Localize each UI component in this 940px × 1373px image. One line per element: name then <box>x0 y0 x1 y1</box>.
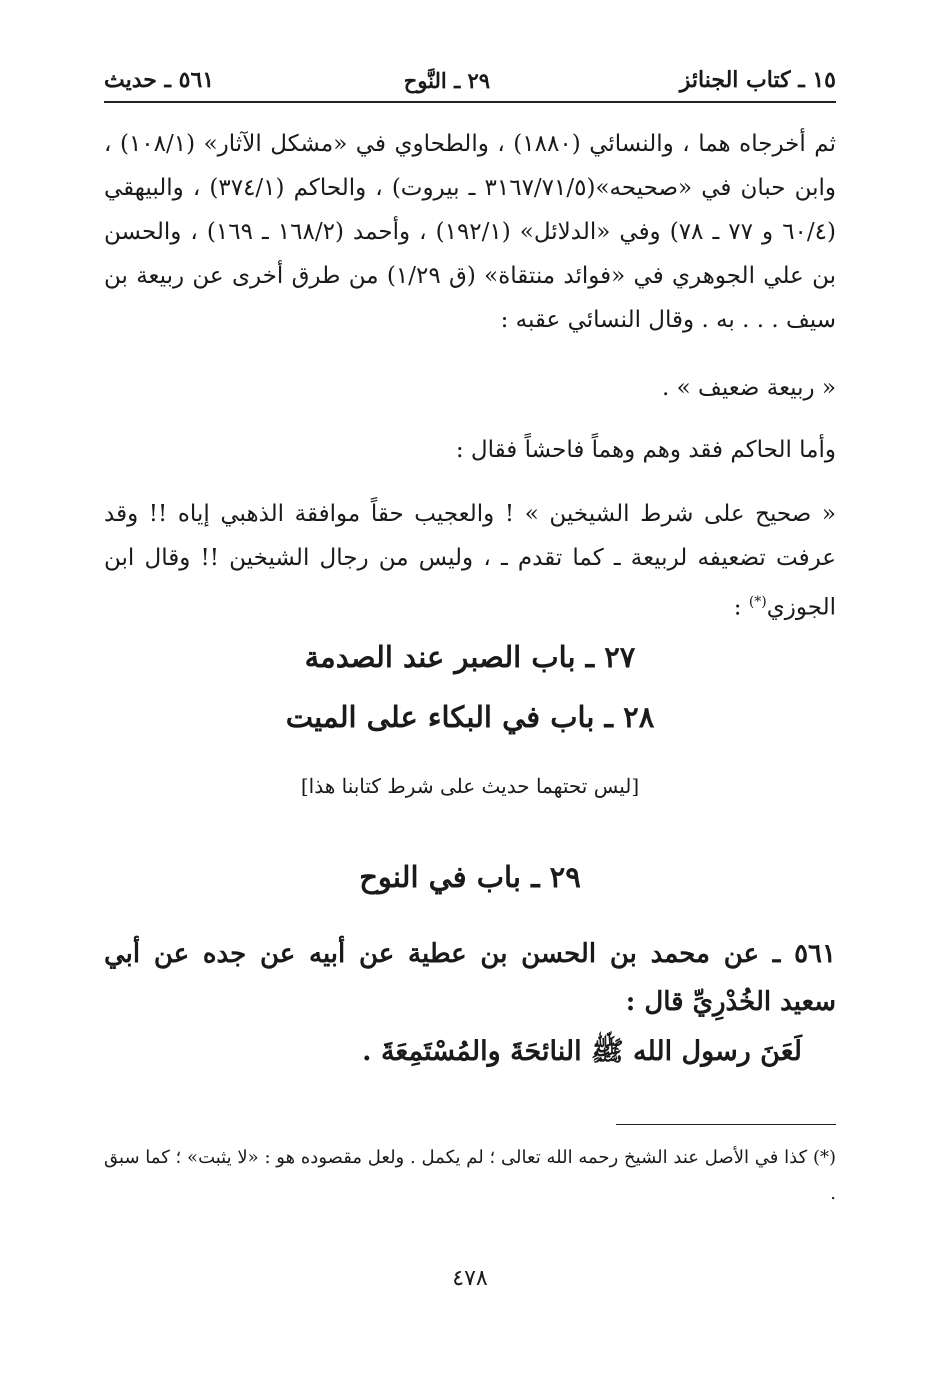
header-chapter-title: ٢٩ ـ النَّوح <box>403 67 491 93</box>
header-book-title: ١٥ ـ كتاب الجنائز <box>679 67 836 93</box>
paragraph-takhrij: ثم أخرجاه هما ، والنسائي (١٨٨٠) ، والطحاوي في «مشكل الآثار» (١٠٨/١) ، وابن حبان في «صحيحه»(٣١٦٧/٧١/٥ ـ بيروت) ، والحاكم (٣٧٤/١) ، والبيهقي (٦٠/٤ و ٧٧ ـ ٧٨) وفي «الدلائل» (١٩٢/١) ، وأحمد (١٦٨/٢ ـ ١٦٩) ، والحسن بن علي الجوهري في «فوائد منتقاة» (ق ١/٢٩) من طرق أخرى عن ربيعة بن سيف . . . به . وقال النسائي عقبه : <box>104 131 837 333</box>
paragraph-hakim: وأما الحاكم فقد وهم وهماً فاحشاً فقال : <box>455 437 836 463</box>
page-number: ٤٧٨ <box>452 1266 488 1291</box>
chapter-heading-27: ٢٧ ـ باب الصبر عند الصدمة <box>304 640 636 674</box>
paragraph-hakim-quote-text: « صحيح على شرط الشيخين » ! والعجيب حقاً موافقة الذهبي إياه !! وقد عرفت تضعيفه لربيعة ـ كما تقدم ـ ، وليس من رجال الشيخين !! وقال ابن الجوزي <box>104 501 836 621</box>
footnote: (*) كذا في الأصل عند الشيخ رحمه الله تعالى ؛ لم يكمل . ولعل مقصوده هو : «لا يثبت» ؛ كما سبق . <box>104 1147 836 1204</box>
paragraph-hakim-quote <box>104 492 836 630</box>
editor-note: [ليس تحتهما حديث على شرط كتابنا هذا] <box>300 774 640 798</box>
header-hadith-number: ٥٦١ ـ حديث <box>104 67 215 93</box>
chapter-heading-28: ٢٨ ـ باب في البكاء على الميت <box>285 700 655 734</box>
header-divider <box>104 101 836 103</box>
chapter-heading-29: ٢٩ ـ باب في النوح <box>359 860 581 894</box>
running-header <box>104 60 836 100</box>
hadith-isnad: ٥٦١ ـ عن محمد بن الحسن بن عطية عن أبيه عن جده عن أبي سعيد الخُدْرِيِّ قال : <box>104 939 836 1017</box>
hadith-matn: لَعَنَ رسول الله ﷺ النائحَةَ والمُسْتَمِعَةَ . <box>362 1036 802 1067</box>
footnote-marker[interactable]: (*) <box>748 594 767 610</box>
footnote-divider <box>616 1124 836 1125</box>
paragraph-hakim-quote-end: : <box>733 594 749 621</box>
quote-nasai: « ربيعة ضعيف » . <box>662 375 836 401</box>
